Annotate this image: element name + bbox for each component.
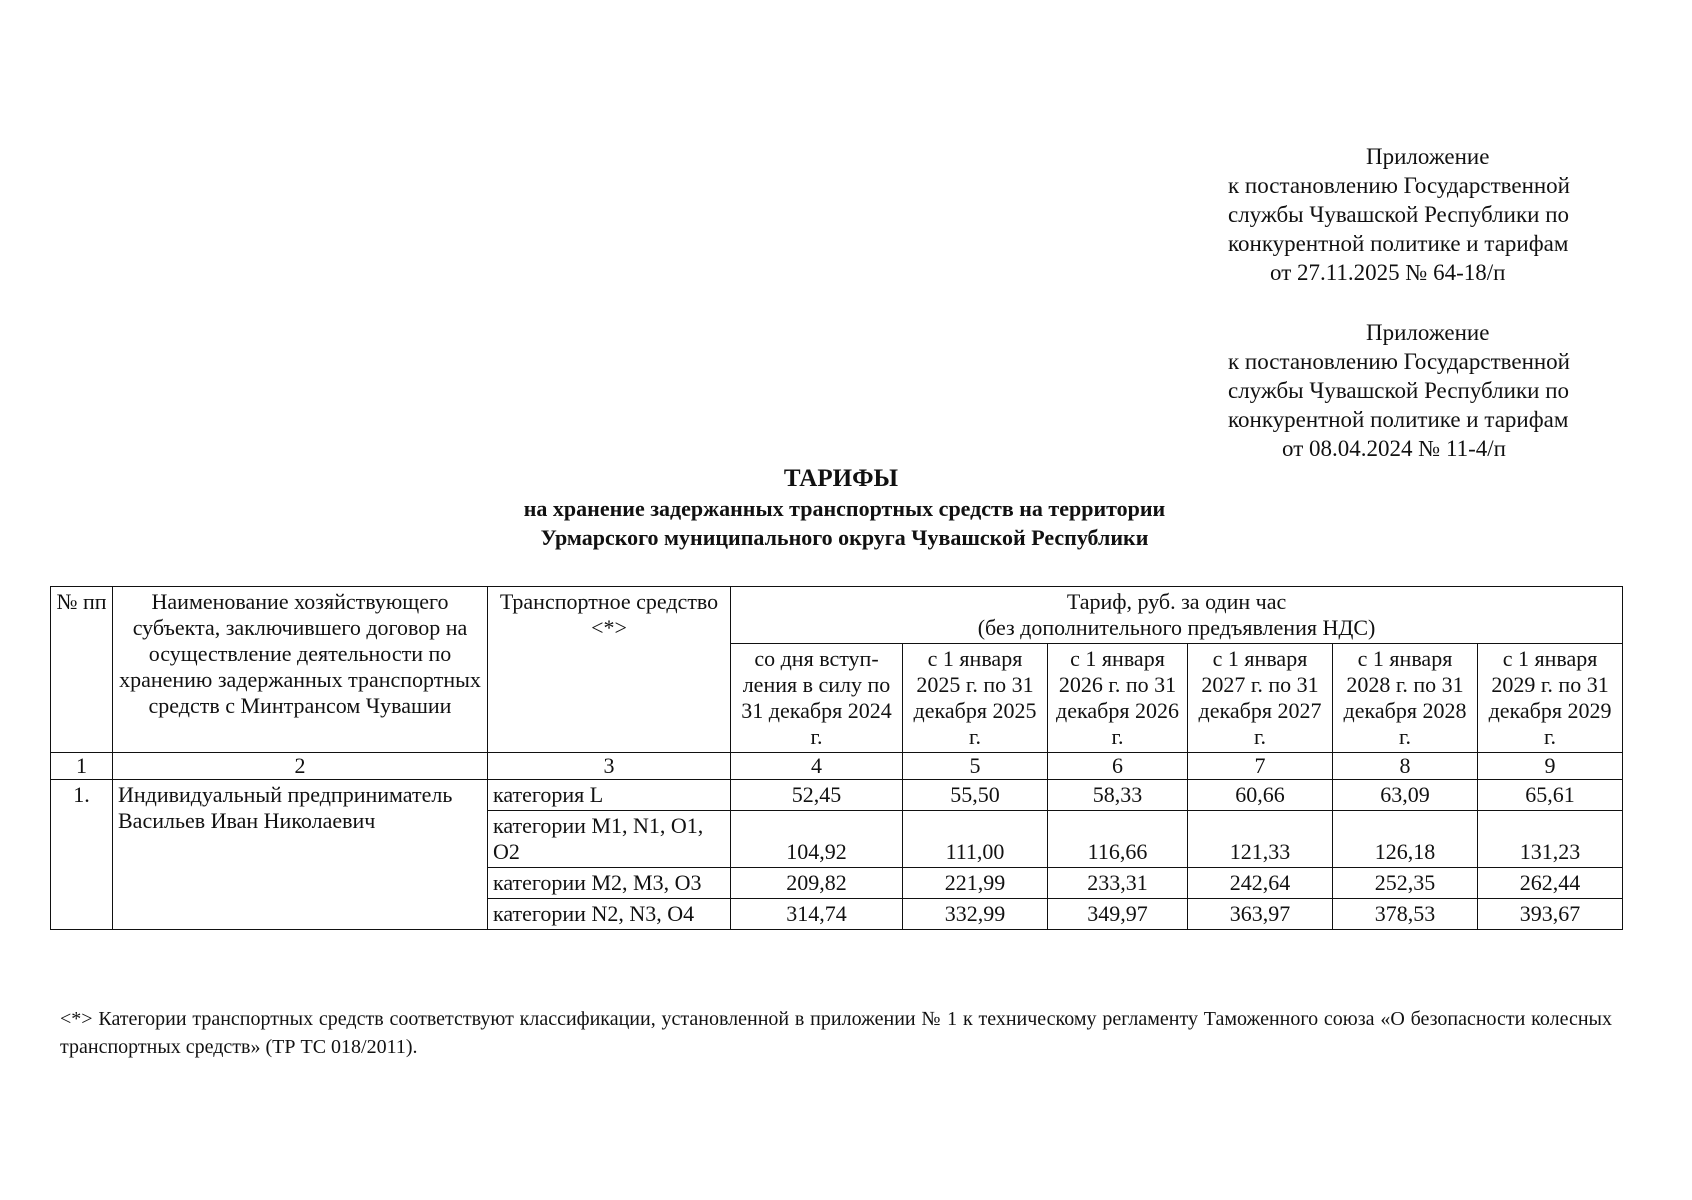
document-heading: [0, 463, 1692, 552]
column-numbers-row: [51, 753, 1623, 780]
header-tariff: [731, 587, 1623, 644]
document-title: ТАРИФЫ: [783, 465, 899, 492]
header-period: с 1 января 2028 г. по 31 декабря 2028 г.: [1333, 644, 1478, 753]
appendix-line: конкурентной политике и тарифам: [1228, 231, 1569, 256]
entity-name: Индивидуальный предприниматель Васильев Иван Николаевич: [113, 780, 488, 930]
appendix-line: службы Чувашской Республики по: [1228, 378, 1570, 403]
column-number: 5: [903, 753, 1048, 780]
appendix-block-2: [1228, 318, 1638, 463]
column-number: 6: [1048, 753, 1188, 780]
appendix-date: от 08.04.2024 № 11-4/п: [1282, 436, 1506, 461]
header-period: с 1 января 2025 г. по 31 декабря 2025 г.: [903, 644, 1048, 753]
tariff-value: 332,99: [903, 899, 1048, 930]
header-period: с 1 января 2029 г. по 31 декабря 2029 г.: [1478, 644, 1623, 753]
tariff-value: 104,92: [731, 811, 903, 868]
tariff-value: 111,00: [903, 811, 1048, 868]
vehicle-category: категория L: [488, 780, 731, 811]
tariff-value: 363,97: [1188, 899, 1333, 930]
appendix-line: к постановлению Государственной: [1228, 349, 1570, 374]
tariff-value: 349,97: [1048, 899, 1188, 930]
header-vehicle: Транспортное средство <*>: [488, 587, 731, 753]
column-number: 2: [113, 753, 488, 780]
header-period: с 1 января 2027 г. по 31 декабря 2027 г.: [1188, 644, 1333, 753]
row-number: 1.: [51, 780, 113, 930]
tariffs-table: [50, 586, 1623, 930]
tariff-value: 378,53: [1333, 899, 1478, 930]
column-number: 9: [1478, 753, 1623, 780]
document-subtitle: Урмарского муниципального округа Чувашской Республики: [540, 525, 1149, 550]
tariff-value: 63,09: [1333, 780, 1478, 811]
tariff-value: 131,23: [1478, 811, 1623, 868]
column-number: 1: [51, 753, 113, 780]
tariff-value: 233,31: [1048, 868, 1188, 899]
tariff-value: 60,66: [1188, 780, 1333, 811]
appendix-block-1: [1228, 142, 1638, 287]
vehicle-category: категории M1, N1, O1, O2: [488, 811, 731, 868]
header-period: со дня вступ-ления в силу по 31 декабря 2024 г.: [731, 644, 903, 753]
tariff-value: 58,33: [1048, 780, 1188, 811]
column-number: 8: [1333, 753, 1478, 780]
column-number: 3: [488, 753, 731, 780]
tariff-value: 209,82: [731, 868, 903, 899]
header-tariff-line: (без дополнительного предъявления НДС): [977, 615, 1376, 640]
table-row: [51, 780, 1623, 811]
tariff-value: 221,99: [903, 868, 1048, 899]
appendix-title: Приложение: [1366, 320, 1490, 345]
header-entity: Наименование хозяйствующего субъекта, заключившего договор на осуществление деятельности по хранению задержанных транспортных средств с Минтрансом Чувашии: [113, 587, 488, 753]
tariff-value: 65,61: [1478, 780, 1623, 811]
tariff-value: 55,50: [903, 780, 1048, 811]
tariff-value: 116,66: [1048, 811, 1188, 868]
tariff-value: 262,44: [1478, 868, 1623, 899]
tariff-value: 242,64: [1188, 868, 1333, 899]
document-subtitle: на хранение задержанных транспортных средств на территории: [523, 496, 1166, 521]
appendix-date: от 27.11.2025 № 64-18/п: [1270, 260, 1506, 285]
tariff-value: 252,35: [1333, 868, 1478, 899]
column-number: 4: [731, 753, 903, 780]
appendix-line: конкурентной политике и тарифам: [1228, 407, 1569, 432]
vehicle-category: категории M2, M3, O3: [488, 868, 731, 899]
tariff-value: 121,33: [1188, 811, 1333, 868]
tariff-value: 393,67: [1478, 899, 1623, 930]
tariff-value: 52,45: [731, 780, 903, 811]
footnote: <*> Категории транспортных средств соответствуют классификации, установленной в приложении № 1 к техническому регламенту Таможенного союза «О безопасности колесных транспортных средств» (ТР ТС 018/2011).: [60, 1008, 1612, 1058]
header-tariff-line: Тариф, руб. за один час: [1066, 589, 1287, 614]
tariff-value: 314,74: [731, 899, 903, 930]
appendix-title: Приложение: [1366, 144, 1490, 169]
header-period: с 1 января 2026 г. по 31 декабря 2026 г.: [1048, 644, 1188, 753]
vehicle-category: категории N2, N3, O4: [488, 899, 731, 930]
appendix-line: к постановлению Государственной: [1228, 173, 1570, 198]
tariff-value: 126,18: [1333, 811, 1478, 868]
column-number: 7: [1188, 753, 1333, 780]
header-no: № пп: [51, 587, 113, 753]
header-row: [51, 587, 1623, 644]
appendix-line: службы Чувашской Республики по: [1228, 202, 1570, 227]
